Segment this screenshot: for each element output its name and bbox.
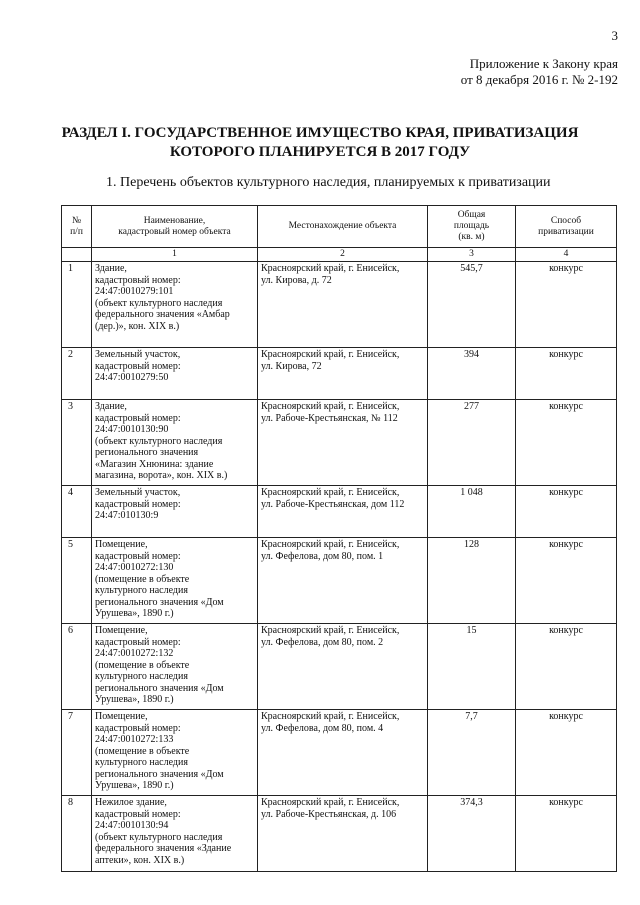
object-name-line: кадастровый номер: bbox=[95, 636, 181, 648]
table-header-row bbox=[62, 206, 617, 248]
object-name-line: Помещение, bbox=[95, 625, 148, 636]
area-cell: 545,7 bbox=[428, 262, 516, 348]
object-name-line: культурного наследия bbox=[95, 671, 188, 682]
table-body bbox=[62, 262, 617, 872]
location-line: Красноярский край, г. Енисейск, bbox=[261, 401, 400, 412]
object-name-line: федерального значения «Амбар bbox=[95, 309, 230, 320]
object-name-line: 24:47:010130:9 bbox=[95, 510, 159, 521]
object-name-line: Здание, bbox=[95, 401, 127, 412]
location-cell bbox=[258, 348, 428, 400]
column-number-row bbox=[62, 248, 617, 262]
location-cell bbox=[258, 624, 428, 710]
section-title bbox=[0, 124, 640, 162]
location-line: ул. Кирова, д. 72 bbox=[261, 274, 332, 286]
object-name-line: 24:47:0010130:94 bbox=[95, 820, 169, 831]
privatization-method-cell: конкурс bbox=[516, 400, 617, 486]
object-name-cell bbox=[92, 348, 258, 400]
object-name-cell bbox=[92, 710, 258, 796]
header-method bbox=[516, 206, 617, 248]
table-row bbox=[62, 538, 617, 624]
header-area-line: площадь bbox=[453, 221, 490, 231]
table-row bbox=[62, 262, 617, 348]
object-name-line: кадастровый номер: bbox=[95, 722, 181, 734]
location-line: Красноярский край, г. Енисейск, bbox=[261, 625, 400, 636]
location-cell bbox=[258, 486, 428, 538]
row-number-cell: 8 bbox=[62, 796, 92, 872]
area-cell: 15 bbox=[428, 624, 516, 710]
location-line: ул. Фефелова, дом 80, пом. 1 bbox=[261, 550, 384, 562]
area-cell: 1 048 bbox=[428, 486, 516, 538]
subsection-title: 1. Перечень объектов культурного наследия, планируемых к приватизации bbox=[106, 175, 551, 190]
area-cell: 374,3 bbox=[428, 796, 516, 872]
row-number-cell: 6 bbox=[62, 624, 92, 710]
object-name-line: культурного наследия bbox=[95, 757, 188, 768]
column-number: 1 bbox=[92, 248, 258, 262]
column-number: 3 bbox=[428, 248, 516, 262]
column-number-blank bbox=[62, 248, 92, 262]
header-num bbox=[62, 206, 92, 248]
header-area bbox=[428, 206, 516, 248]
object-name-line: регионального значения bbox=[95, 447, 199, 458]
header-name-line: Наименование, bbox=[143, 215, 206, 226]
object-name-line: (помещение в объекте bbox=[95, 573, 190, 585]
object-name-line: аптеки», кон. XIX в.) bbox=[95, 854, 185, 866]
row-number-cell: 2 bbox=[62, 348, 92, 400]
object-name-line: регионального значения «Дом bbox=[95, 596, 224, 608]
column-number: 2 bbox=[258, 248, 428, 262]
location-line: Красноярский край, г. Енисейск, bbox=[261, 711, 400, 722]
object-name-line: Помещение, bbox=[95, 539, 148, 550]
object-name-line: (помещение в объекте bbox=[95, 659, 190, 671]
object-name-line: Земельный участок, bbox=[95, 487, 181, 498]
location-line: ул. Кирова, 72 bbox=[261, 360, 322, 372]
object-name-cell bbox=[92, 486, 258, 538]
object-name-line: Урушева», 1890 г.) bbox=[95, 694, 174, 705]
object-name-line: 24:47:0010272:132 bbox=[95, 648, 174, 659]
appendix-note bbox=[461, 56, 618, 88]
privatization-method-cell: конкурс bbox=[516, 624, 617, 710]
appendix-line-2: от 8 декабря 2016 г. № 2-192 bbox=[460, 72, 618, 87]
row-number-cell: 1 bbox=[62, 262, 92, 348]
privatization-method-cell: конкурс bbox=[516, 538, 617, 624]
object-name-line: кадастровый номер: bbox=[95, 498, 181, 510]
location-line: Красноярский край, г. Енисейск, bbox=[261, 539, 400, 550]
objects-table bbox=[61, 205, 617, 872]
row-number-cell: 7 bbox=[62, 710, 92, 796]
object-name-line: Помещение, bbox=[95, 711, 148, 722]
area-cell: 394 bbox=[428, 348, 516, 400]
table-row bbox=[62, 486, 617, 538]
object-name-cell bbox=[92, 262, 258, 348]
object-name-line: кадастровый номер: bbox=[95, 360, 181, 372]
table-row bbox=[62, 400, 617, 486]
privatization-method-cell: конкурс bbox=[516, 486, 617, 538]
appendix-line-1: Приложение к Закону края bbox=[469, 56, 618, 71]
location-line: ул. Рабоче-Крестьянская, д. 106 bbox=[261, 808, 397, 820]
privatization-method-cell: конкурс bbox=[516, 348, 617, 400]
object-name-line: (помещение в объекте bbox=[95, 745, 190, 757]
object-name-line: (объект культурного наследия bbox=[95, 831, 223, 843]
header-name-line: кадастровый номер объекта bbox=[118, 226, 231, 237]
privatization-method-cell: конкурс bbox=[516, 796, 617, 872]
object-name-line: «Магазин Хнюнина: здание bbox=[95, 458, 214, 470]
object-name-line: кадастровый номер: bbox=[95, 274, 181, 286]
location-cell bbox=[258, 796, 428, 872]
object-name-line: регионального значения «Дом bbox=[95, 768, 224, 780]
page-number: 3 bbox=[611, 28, 618, 43]
header-area-line: Общая bbox=[457, 210, 486, 220]
location-cell bbox=[258, 710, 428, 796]
location-line: ул. Фефелова, дом 80, пом. 4 bbox=[261, 722, 384, 734]
header-area-line: (кв. м) bbox=[458, 232, 485, 242]
table-row bbox=[62, 348, 617, 400]
object-name-line: кадастровый номер: bbox=[95, 808, 181, 820]
object-name-line: 24:47:0010272:133 bbox=[95, 734, 174, 745]
location-line: Красноярский край, г. Енисейск, bbox=[261, 797, 400, 808]
location-cell bbox=[258, 400, 428, 486]
row-number-cell: 3 bbox=[62, 400, 92, 486]
table-row bbox=[62, 796, 617, 872]
area-cell: 7,7 bbox=[428, 710, 516, 796]
table-row bbox=[62, 624, 617, 710]
object-name-line: магазина, ворота», кон. XIX в.) bbox=[95, 470, 228, 481]
object-name-line: культурного наследия bbox=[95, 585, 188, 596]
privatization-method-cell: конкурс bbox=[516, 710, 617, 796]
object-name-line: 24:47:0010279:101 bbox=[95, 286, 174, 297]
header-method-line: приватизации bbox=[538, 226, 594, 237]
object-name-line: 24:47:0010130:90 bbox=[95, 424, 169, 435]
object-name-line: федерального значения «Здание bbox=[95, 843, 232, 854]
object-name-line: кадастровый номер: bbox=[95, 550, 181, 562]
header-location bbox=[258, 206, 428, 248]
object-name-line: Здание, bbox=[95, 263, 127, 274]
location-line: ул. Фефелова, дом 80, пом. 2 bbox=[261, 636, 384, 648]
row-number-cell: 5 bbox=[62, 538, 92, 624]
object-name-cell bbox=[92, 796, 258, 872]
location-cell bbox=[258, 538, 428, 624]
object-name-line: 24:47:0010272:130 bbox=[95, 562, 174, 573]
area-cell: 277 bbox=[428, 400, 516, 486]
header-location-line: Местонахождение объекта bbox=[288, 221, 397, 231]
object-name-cell bbox=[92, 400, 258, 486]
object-name-line: кадастровый номер: bbox=[95, 412, 181, 424]
object-name-cell bbox=[92, 538, 258, 624]
location-line: Красноярский край, г. Енисейск, bbox=[261, 349, 400, 360]
object-name-line: Земельный участок, bbox=[95, 349, 181, 360]
object-name-cell bbox=[92, 624, 258, 710]
table-row bbox=[62, 710, 617, 796]
location-line: Красноярский край, г. Енисейск, bbox=[261, 263, 400, 274]
row-number-cell: 4 bbox=[62, 486, 92, 538]
object-name-line: (объект культурного наследия bbox=[95, 435, 223, 447]
header-method-line: Способ bbox=[550, 215, 582, 226]
privatization-method-cell: конкурс bbox=[516, 262, 617, 348]
header-name bbox=[92, 206, 258, 248]
area-cell: 128 bbox=[428, 538, 516, 624]
location-line: Красноярский край, г. Енисейск, bbox=[261, 487, 400, 498]
column-number: 4 bbox=[516, 248, 617, 262]
header-num-line: п/п bbox=[70, 226, 83, 237]
object-name-line: (объект культурного наследия bbox=[95, 297, 223, 309]
section-title-line-2: КОТОРОГО ПЛАНИРУЕТСЯ В 2017 ГОДУ bbox=[169, 144, 471, 160]
header-num-line: № bbox=[71, 215, 82, 226]
object-name-line: 24:47:0010279:50 bbox=[95, 372, 169, 383]
object-name-line: Урушева», 1890 г.) bbox=[95, 780, 174, 791]
object-name-line: (дер.)», кон. XIX в.) bbox=[95, 320, 180, 332]
object-name-line: Урушева», 1890 г.) bbox=[95, 608, 174, 619]
object-name-line: Нежилое здание, bbox=[95, 797, 167, 808]
location-line: ул. Рабоче-Крестьянская, № 112 bbox=[261, 412, 398, 424]
section-title-line-1: РАЗДЕЛ I. ГОСУДАРСТВЕННОЕ ИМУЩЕСТВО КРАЯ, ПРИВАТИЗАЦИЯ bbox=[61, 125, 579, 141]
object-name-line: регионального значения «Дом bbox=[95, 682, 224, 694]
location-line: ул. Рабоче-Крестьянская, дом 112 bbox=[261, 498, 405, 510]
location-cell bbox=[258, 262, 428, 348]
